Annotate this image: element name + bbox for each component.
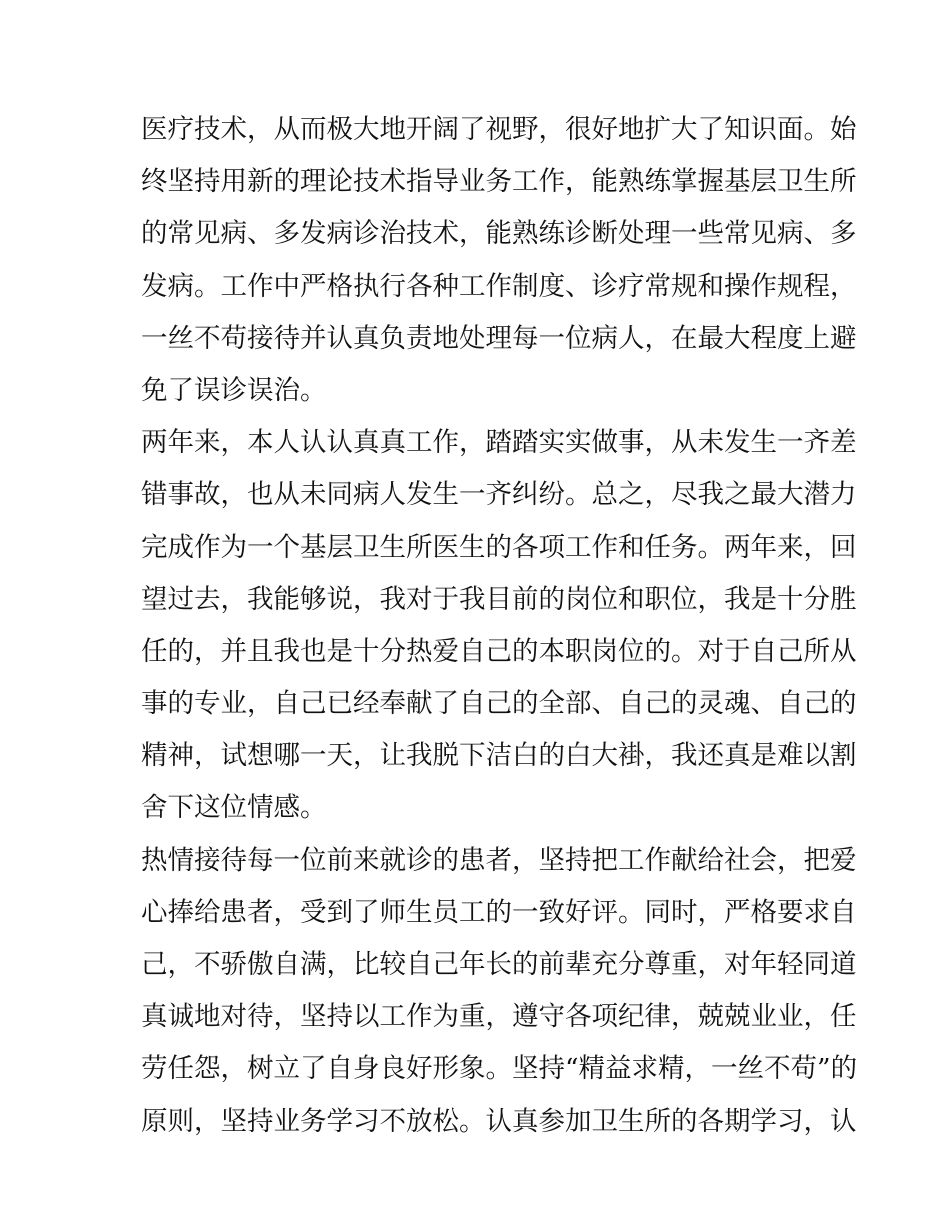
text-line: 望过去，我能够说，我对于我目前的岗位和职位，我是十分胜 (141, 583, 857, 615)
text-line: 精神，试想哪一天，让我脱下洁白的白大褂，我还真是难以割 (141, 740, 857, 772)
text-line: 事的专业，自己已经奉献了自己的全部、自己的灵魂、自己的 (141, 688, 857, 720)
text-line: 劳任怨，树立了自身良好形象。坚持“精益求精，一丝不苟”的 (141, 1053, 858, 1085)
text-line: 舍下这位情感。 (141, 792, 327, 824)
paragraph-3 (141, 835, 858, 1148)
document-body (141, 104, 858, 1148)
text-line: 一丝不苟接待并认真负责地处理每一位病人，在最大程度上避 (141, 322, 857, 354)
text-line: 原则，坚持业务学习不放松。认真参加卫生所的各期学习，认 (141, 1105, 857, 1137)
text-line: 免了误诊误治。 (141, 374, 327, 406)
text-line: 发病。工作中严格执行各种工作制度、诊疗常规和操作规程， (141, 270, 857, 302)
text-line: 心捧给患者，受到了师生员工的一致好评。同时，严格要求自 (141, 896, 857, 928)
text-line: 真诚地对待，坚持以工作为重，遵守各项纪律，兢兢业业，任 (141, 1001, 857, 1033)
text-line: 错事故，也从未同病人发生一齐纠纷。总之，尽我之最大潜力 (141, 479, 857, 511)
text-line: 完成作为一个基层卫生所医生的各项工作和任务。两年来，回 (141, 531, 857, 563)
text-line: 己，不骄傲自满，比较自己年长的前辈充分尊重，对年轻同道 (141, 949, 857, 980)
text-line: 两年来，本人认认真真工作，踏踏实实做事，从未发生一齐差 (141, 427, 857, 459)
text-line: 热情接待每一位前来就诊的患者，坚持把工作献给社会，把爱 (141, 844, 857, 876)
text-line: 的常见病、多发病诊治技术，能熟练诊断处理一些常见病、多 (141, 218, 857, 250)
text-line: 医疗技术，从而极大地开阔了视野，很好地扩大了知识面。始 (141, 114, 857, 145)
paragraph-1 (141, 104, 857, 417)
text-line: 终坚持用新的理论技术指导业务工作，能熟练掌握基层卫生所 (141, 166, 857, 198)
text-line: 任的，并且我也是十分热爱自己的本职岗位的。对于自己所从 (141, 635, 857, 667)
paragraph-2 (141, 417, 857, 835)
